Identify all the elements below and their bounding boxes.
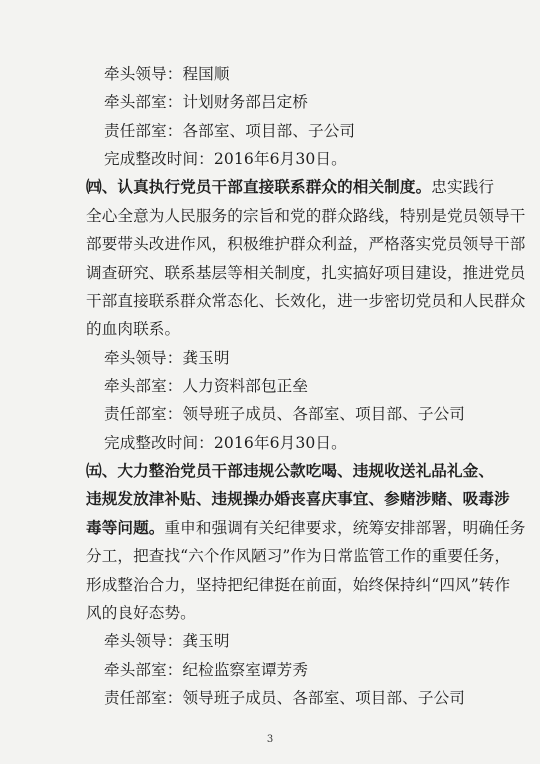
section-5-heading: 违规发放津补贴、违规操办婚丧喜庆事宜、参赌涉赌、吸毒涉 — [86, 489, 510, 508]
section-5-heading-line — [86, 518, 525, 538]
page-number: 3 — [266, 734, 274, 745]
section-4-heading: ㈣、认真执行党员干部直接联系群众的相关制度。 — [86, 177, 432, 196]
lead-leader-line: 牵头领导：龚玉明 — [104, 349, 230, 367]
lead-leader-line: 牵头领导：程国顺 — [104, 65, 230, 83]
section-4-text: 忠实践行 — [431, 178, 495, 196]
paragraph-line: 形成整治合力，坚持把纪律挺在前面，始终保持纠“四风”转作 — [86, 576, 511, 594]
paragraph-line: 风的良好态势。 — [86, 604, 196, 622]
section-5-heading-line — [86, 461, 494, 481]
deadline-line: 完成整改时间：2016年6月30日。 — [104, 150, 347, 168]
paragraph-line: 分工，把查找“六个作风陋习”作为日常监管工作的重要任务， — [86, 547, 511, 565]
lead-leader-line: 牵头领导：龚玉明 — [104, 632, 230, 650]
section-5-text: 重申和强调有关纪律要求，统筹安排部署，明确任务 — [164, 519, 526, 537]
paragraph-line: 干部直接联系群众常态化、长效化，进一步密切党员和人民群众 — [86, 292, 526, 310]
section-5-heading-line — [86, 489, 510, 509]
lead-department-line: 牵头部室：人力资料部包正垒 — [104, 377, 309, 395]
responsible-department-line: 责任部室：各部室、项目部、子公司 — [104, 122, 356, 140]
paragraph-line: 全心全意为人民服务的宗旨和党的群众路线，特别是党员领导干 — [86, 207, 526, 225]
deadline-line: 完成整改时间：2016年6月30日。 — [104, 434, 347, 452]
responsible-department-line: 责任部室：领导班子成员、各部室、项目部、子公司 — [104, 405, 465, 423]
paragraph-line: 调查研究、联系基层等相关制度，扎实搞好项目建设，推进党员 — [86, 264, 526, 282]
paragraph-line: 部要带头改进作风，积极维护群众利益，严格落实党员领导干部 — [86, 235, 526, 253]
responsible-department-line: 责任部室：领导班子成员、各部室、项目部、子公司 — [104, 689, 465, 707]
section-5-heading: ㈤、大力整治党员干部违规公款吃喝、违规收送礼品礼金、 — [86, 461, 495, 480]
paragraph-line: 的血肉联系。 — [86, 320, 181, 338]
lead-department-line: 牵头部室：计划财务部吕定桥 — [104, 93, 309, 111]
lead-department-line: 牵头部室：纪检监察室谭芳秀 — [104, 661, 309, 679]
section-5-heading: 毒等问题。 — [86, 518, 165, 537]
section-4-heading-line — [86, 177, 494, 197]
